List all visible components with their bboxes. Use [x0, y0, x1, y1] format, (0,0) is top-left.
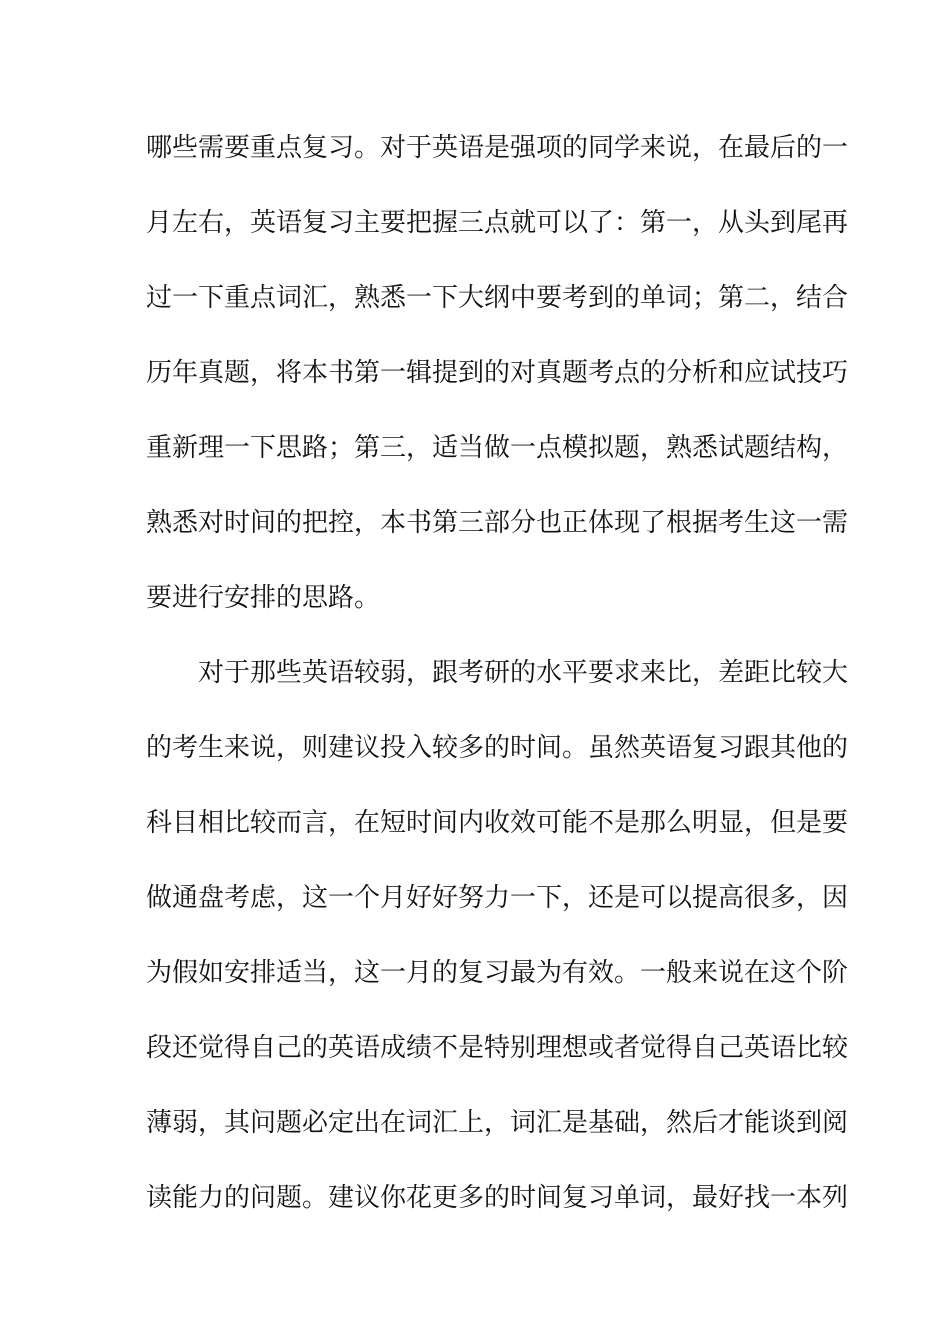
text-line: 段还觉得自己的英语成绩不是特别理想或者觉得自己英语比较 [146, 1033, 849, 1063]
text-line: 重新理一下思路；第三，适当做一点模拟题，熟悉试题结构， [146, 433, 849, 463]
text-line: 过一下重点词汇，熟悉一下大纲中要考到的单词；第二，结合 [146, 283, 849, 313]
text-line: 月左右，英语复习主要把握三点就可以了：第一，从头到尾再 [146, 208, 849, 238]
text-line: 要进行安排的思路。 [146, 583, 381, 613]
text-line: 科目相比较而言，在短时间内收效可能不是那么明显，但是要 [146, 808, 849, 838]
body-text [146, 126, 849, 1251]
text-line: 的考生来说，则建议投入较多的时间。虽然英语复习跟其他的 [146, 733, 849, 763]
text-line: 历年真题，将本书第一辑提到的对真题考点的分析和应试技巧 [146, 358, 849, 388]
text-line: 读能力的问题。建议你花更多的时间复习单词，最好找一本列 [146, 1183, 849, 1213]
text-line: 哪些需要重点复习。对于英语是强项的同学来说，在最后的一 [146, 133, 849, 163]
text-line: 做通盘考虑，这一个月好好努力一下，还是可以提高很多，因 [146, 883, 849, 913]
text-line: 熟悉对时间的把控，本书第三部分也正体现了根据考生这一需 [146, 508, 849, 538]
text-line: 薄弱，其问题必定出在词汇上，词汇是基础，然后才能谈到阅 [146, 1108, 849, 1138]
text-line: 为假如安排适当，这一月的复习最为有效。一般来说在这个阶 [146, 958, 849, 988]
text-line: 对于那些英语较弱，跟考研的水平要求来比，差距比较大 [146, 658, 849, 688]
